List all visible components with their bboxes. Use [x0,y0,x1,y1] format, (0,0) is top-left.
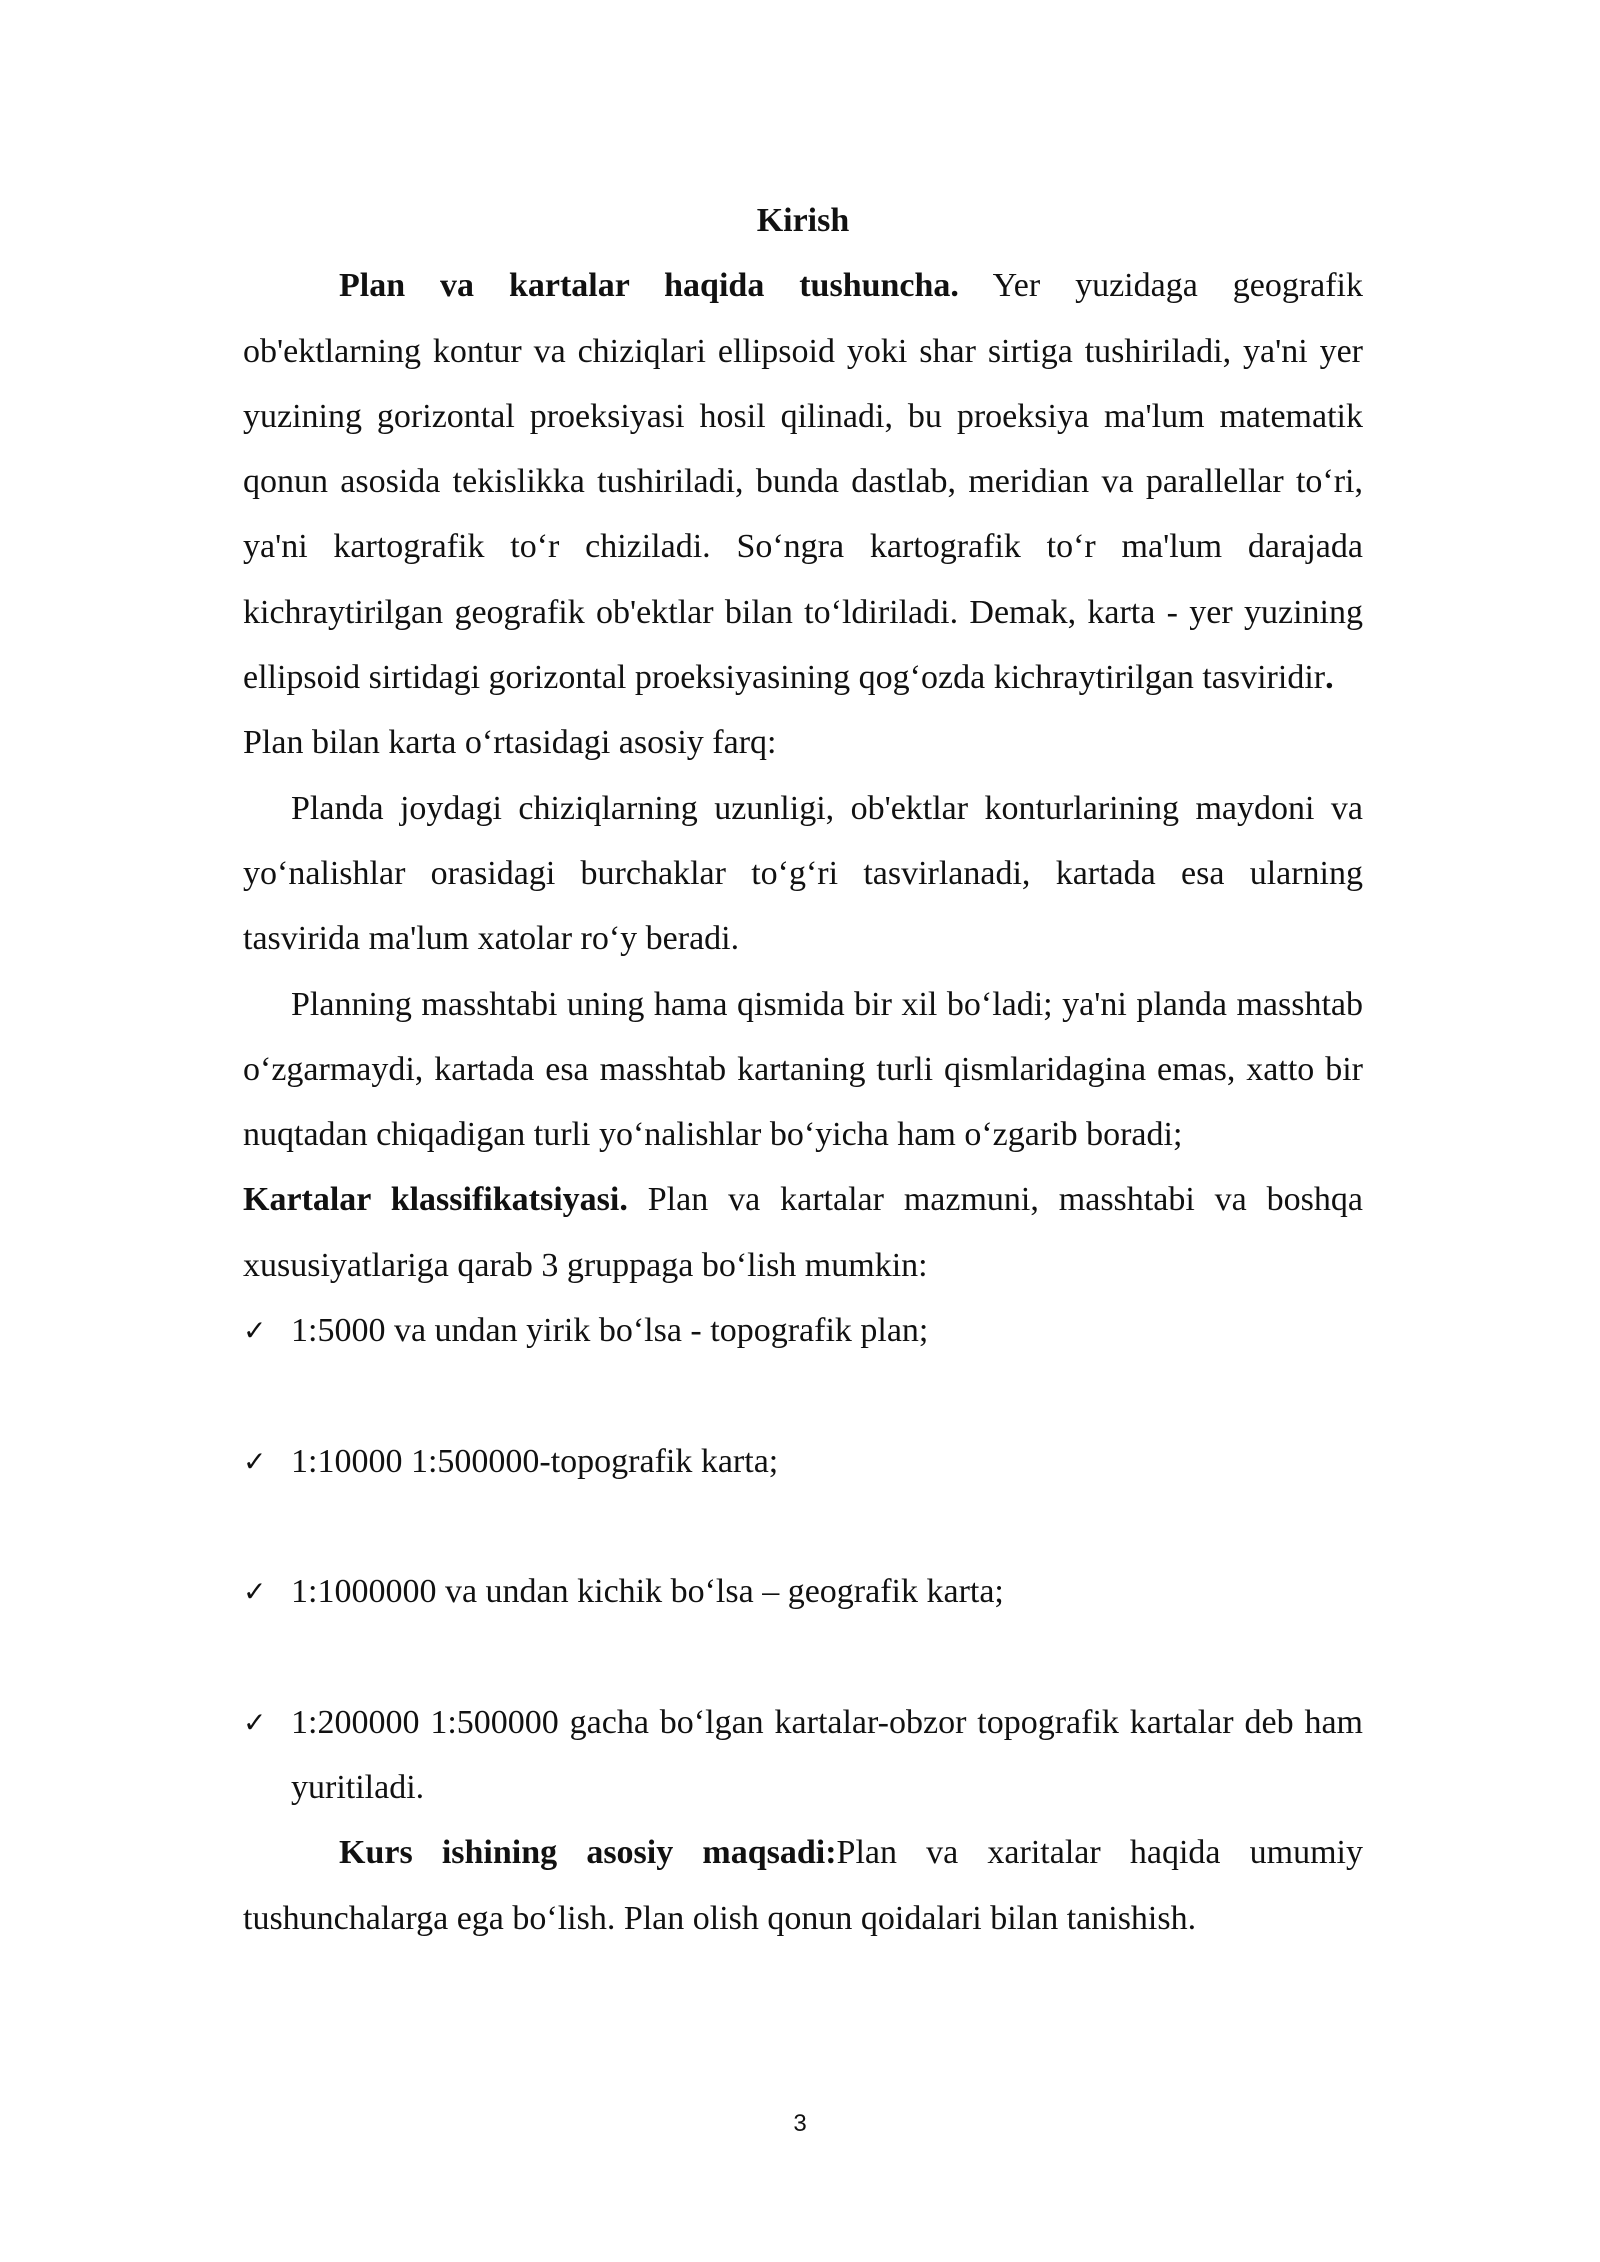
paragraph-text: Yer yuzidaga geografik ob'ektlarning kontur va chiziqlari ellipsoid yoki shar sirtiga tushiriladi, ya'ni yer yuzining gorizontal proeksiyasi hosil qilinadi, bu proeksiya ma'lum matematik qonun asosida tekislikka tushiriladi, bunda dastlab, meridian va parallellar to‘ri, ya'ni kartografik to‘r chiziladi. So‘ngra kartografik to‘r ma'lum darajada kichraytirilgan geografik ob'ektlar bilan to‘ldiriladi. Demak, karta - yer yuzining ellipsoid sirtidagi gorizontal proeksiyasining qog‘ozda kichraytirilgan tasviridir [243,267,1364,697]
list-item [243,1429,1363,1494]
paragraph-plan-definition [243,253,1363,710]
checkmark-icon: ✓ [243,1444,267,1478]
checkmark-icon: ✓ [243,1314,267,1348]
list-item [243,1690,1363,1821]
paragraph-heading-classification: Kartalar klassifikatsiyasi. [243,1181,628,1219]
paragraph-text: Plan va kartalar mazmuni, masshtabi va boshqa xususiyatlariga qarab 3 gruppaga bo‘lish mumkin: [243,1181,1364,1284]
paragraph-course-goal [243,1820,1363,1951]
paragraph-classification [243,1167,1363,1298]
paragraph-plan-scale: Planning masshtabi uning hama qismida bir xil bo‘ladi; ya'ni planda masshtab o‘zgarmaydi, kartada esa masshtab kartaning turli qismlaridagina emas, xatto bir nuqtadan chiqadigan turli yo‘nalishlar bo‘yicha ham o‘zgarib boradi; [243,985,1363,1154]
page-content [243,188,1363,1951]
paragraph-plan-accuracy: Planda joydagi chiziqlarning uzunligi, ob'ektlar konturlarining maydoni va yo‘nalishlar orasidagi burchaklar to‘g‘ri tasvirlanadi, kartada esa ularning tasvirida ma'lum xatolar ro‘y beradi. [243,789,1363,958]
scale-checklist [243,1298,1363,1820]
paragraph-heading-goal: Kurs ishining asosiy maqsadi: [339,1834,837,1872]
paragraph-heading-plan: Plan va kartalar haqida tushuncha. [339,267,959,305]
list-item-text: 1:10000 1:500000-topografik karta; [291,1442,779,1480]
list-item-text: 1:200000 1:500000 gacha bo‘lgan kartalar-obzor topografik kartalar deb ham yuritiladi. [291,1703,1363,1807]
list-item-text: 1:1000000 va undan kichik bo‘lsa – geografik karta; [291,1573,1004,1611]
list-item [243,1559,1363,1624]
paragraph-end-mark: . [1325,659,1334,697]
list-item [243,1298,1363,1363]
paragraph-text: Plan va xaritalar haqida umumiy tushunchalarga ega bo‘lish. Plan olish qonun qoidalari bilan tanishish. [243,1834,1363,1937]
checkmark-icon: ✓ [243,1705,267,1739]
checkmark-icon: ✓ [243,1575,267,1609]
paragraph-difference-intro: Plan bilan karta o‘rtasidagi asosiy farq: [243,724,777,762]
list-item-text: 1:5000 va undan yirik bo‘lsa - topografik plan; [291,1312,929,1350]
page-number: 3 [793,2110,807,2137]
page-title: Kirish [756,202,850,239]
